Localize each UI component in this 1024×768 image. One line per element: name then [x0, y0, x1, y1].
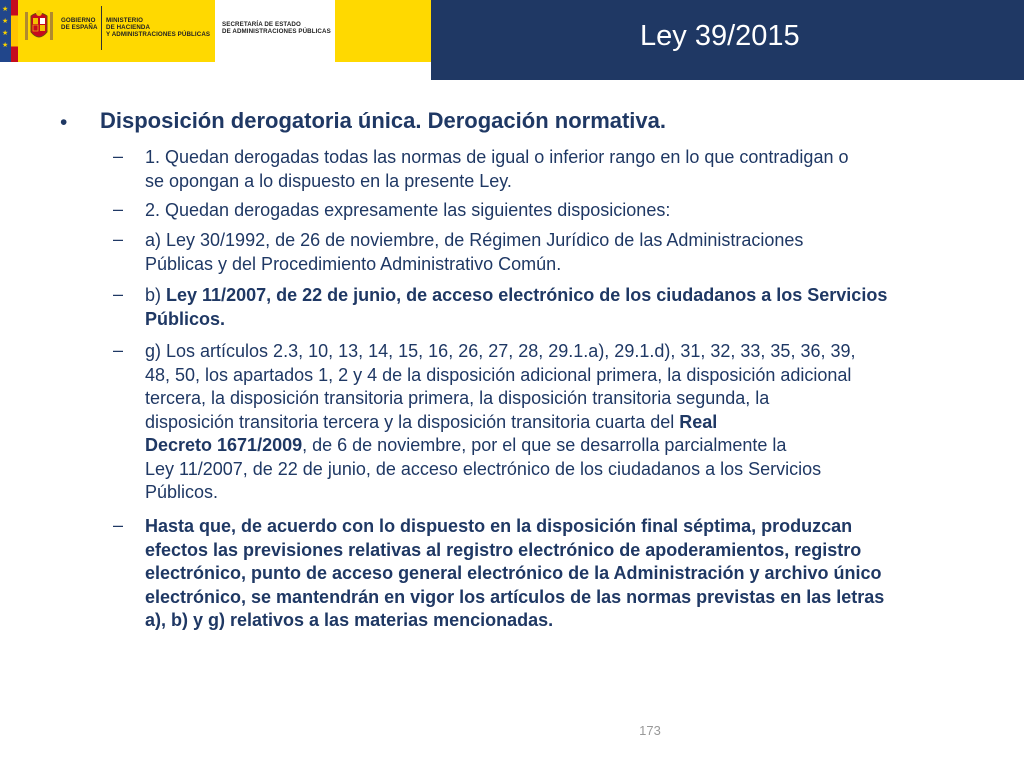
bold-text-segment: Hasta que, de acuerdo con lo dispuesto en la disposición final séptima, produzcan: [145, 516, 853, 536]
logo-line: SECRETARÍA DE ESTADO: [222, 21, 301, 28]
dash-bullet-icon: –: [113, 284, 124, 304]
text-line: [145, 458, 975, 482]
text-segment: , de 6 de noviembre, por el que se desarrolla parcialmente la: [302, 435, 787, 455]
bullet-icon: •: [60, 111, 68, 134]
bold-text-segment: Real: [679, 411, 718, 432]
list-item-text: [145, 515, 975, 633]
bold-text-segment: Ley 11/2007, de 22 de junio, de acceso electrónico de los ciudadanos a los Servicios: [166, 285, 888, 305]
bold-text-segment: electrónico, se mantendrán en vigor los artículos de las normas previstas en las letras: [145, 586, 885, 607]
logo-secretaria-text: [222, 21, 331, 35]
text-line: [145, 586, 975, 610]
text-line: [145, 199, 975, 223]
text-segment: tercera, la disposición transitoria primera, la disposición transitoria segunda, la: [145, 388, 770, 408]
coat-of-arms-icon: [22, 8, 56, 48]
list-item-text: [145, 199, 975, 223]
logo-line: Y ADMINISTRACIONES PÚBLICAS: [106, 31, 211, 38]
slide-title: Ley 39/2015: [640, 20, 800, 52]
text-segment: 48, 50, los apartados 1, 2 y 4 de la disposición adicional primera, la disposición adicional: [145, 364, 852, 385]
section-heading: Disposición derogatoria única. Derogación normativa.: [100, 108, 667, 133]
text-line: [145, 284, 975, 308]
text-line: [145, 515, 975, 539]
bold-text-segment: Públicos.: [145, 308, 226, 329]
logo-line: MINISTERIO: [106, 17, 144, 24]
slide-header: [0, 0, 1024, 80]
text-segment: Ley 11/2007, de 22 de junio, de acceso electrónico de los ciudadanos a los Servicios: [145, 458, 822, 479]
text-segment: g) Los artículos 2.3, 10, 13, 14, 15, 16, 26, 27, 28, 29.1.a), 29.1.d), 31, 32, 33, 35, 36, 39,: [145, 341, 856, 361]
text-segment: se opongan a lo dispuesto en la presente Ley.: [145, 170, 512, 191]
dash-bullet-icon: –: [113, 515, 124, 535]
page-number: 173: [639, 723, 661, 738]
text-line: [145, 539, 975, 563]
text-segment: Públicos.: [145, 482, 219, 502]
text-line: [145, 146, 975, 170]
text-line: [145, 481, 975, 505]
text-line: [145, 609, 975, 633]
text-line: [145, 364, 975, 388]
text-segment: 1. Quedan derogadas todas las normas de igual o inferior rango en lo que contradigan o: [145, 147, 849, 167]
eu-flag-strip: ★ ★ ★ ★: [0, 0, 11, 62]
dash-bullet-icon: –: [113, 229, 124, 249]
text-line: [145, 434, 975, 458]
list-item-text: [145, 146, 975, 193]
text-line: [145, 308, 975, 332]
list-item-text: [145, 229, 975, 276]
text-line: [145, 170, 975, 194]
text-segment: 2. Quedan derogadas expresamente las siguientes disposiciones:: [145, 200, 671, 220]
logo-line: DE ESPAÑA: [61, 24, 98, 31]
bold-text-segment: Decreto 1671/2009: [145, 435, 303, 455]
text-segment: Públicas y del Procedimiento Administrativo Común.: [145, 253, 562, 274]
dash-bullet-icon: –: [113, 199, 124, 219]
text-segment: a) Ley 30/1992, de 26 de noviembre, de Régimen Jurídico de las Administraciones: [145, 230, 804, 250]
list-item-text: [145, 284, 975, 331]
logo-line: DE ADMINISTRACIONES PÚBLICAS: [222, 28, 331, 35]
text-line: [145, 411, 975, 435]
bold-text-segment: efectos las previsiones relativas al registro electrónico de apoderamientos, registro: [145, 539, 862, 560]
list-item-text: [145, 340, 975, 505]
dash-bullet-icon: –: [113, 340, 124, 360]
logo-divider: [101, 6, 102, 50]
dash-bullet-icon: –: [113, 146, 124, 166]
text-segment: b): [145, 285, 167, 305]
bold-text-segment: a), b) y g) relativos a las materias mencionadas.: [145, 610, 554, 630]
text-line: [145, 562, 975, 586]
text-line: [145, 229, 975, 253]
text-line: [145, 340, 975, 364]
text-line: [145, 253, 975, 277]
logo-line: DE HACIENDA: [106, 24, 151, 31]
bold-text-segment: electrónico, punto de acceso general electrónico de la Administración y archivo único: [145, 563, 882, 583]
logo-line: GOBIERNO: [61, 17, 96, 24]
text-segment: disposición transitoria tercera y la disposición transitoria cuarta del: [145, 411, 680, 432]
logo-gobierno-text: [61, 17, 98, 31]
logo-ministerio-text: [106, 17, 210, 38]
text-line: [145, 387, 975, 411]
spain-flag-strip: [11, 0, 18, 62]
